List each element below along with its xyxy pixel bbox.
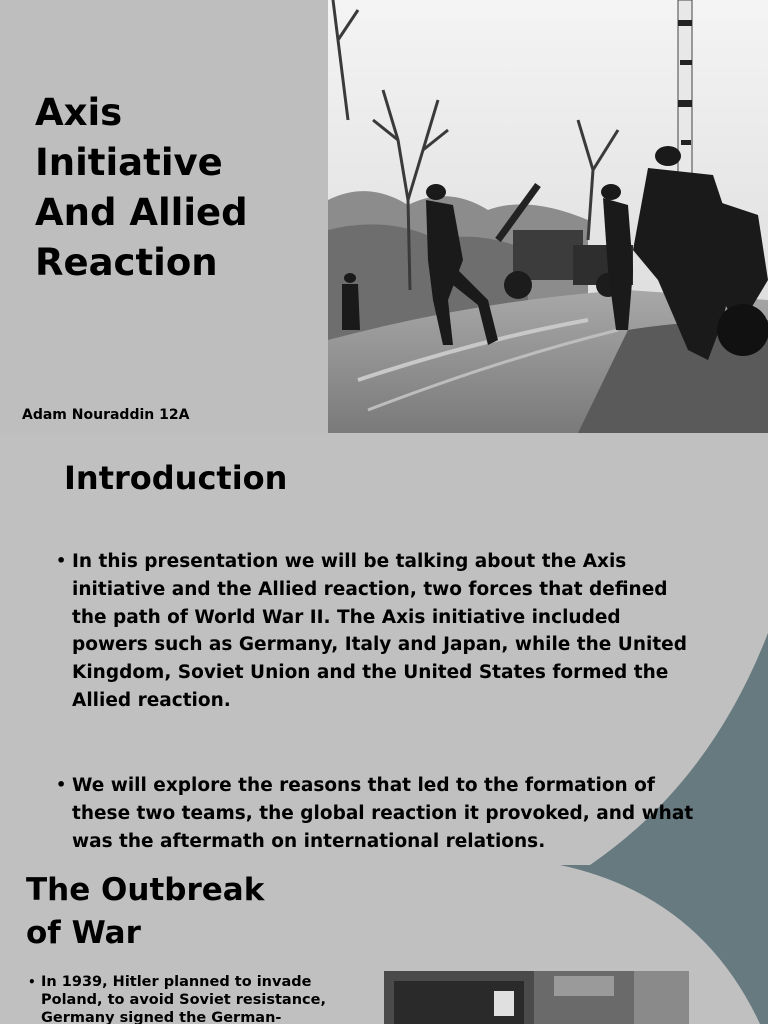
heading-line: of War (26, 915, 141, 951)
street-photo (384, 971, 689, 1024)
introduction-slide (0, 433, 768, 865)
title-line: Axis (35, 91, 123, 134)
slide-heading (26, 869, 306, 955)
bullet-text: We will explore the reasons that led to the formation of these two teams, the global reaction it provoked, and what was the aftermath on international relations. (72, 775, 694, 852)
title-line: Reaction (35, 241, 218, 284)
bullet-icon: • (56, 551, 67, 570)
outbreak-slide (0, 865, 768, 1024)
bullet-text: In 1939, Hitler planned to invade Poland, to avoid Soviet resistance, Germany signed the German- (41, 974, 326, 1024)
author-name: Adam Nouraddin 12A (22, 407, 190, 423)
bullet-item (56, 548, 696, 715)
slide-heading: Introduction (64, 459, 288, 497)
bullet-icon: • (28, 975, 36, 989)
bullet-item (56, 772, 696, 855)
bullet-item (28, 973, 348, 1024)
slide-title (35, 88, 315, 288)
title-slide (0, 0, 768, 433)
soldiers-photo (328, 0, 768, 433)
heading-line: The Outbreak (26, 872, 265, 908)
bullet-icon: • (56, 775, 67, 794)
title-line: And Allied (35, 191, 248, 234)
title-line: Initiative (35, 141, 223, 184)
bullet-text: In this presentation we will be talking about the Axis initiative and the Allied reaction, two forces that defined the path of World War II. The Axis initiative included powers such as Germany, Italy and Japan, while the United Kingdom, Soviet Union and the United States formed the Allied reaction. (72, 551, 687, 711)
